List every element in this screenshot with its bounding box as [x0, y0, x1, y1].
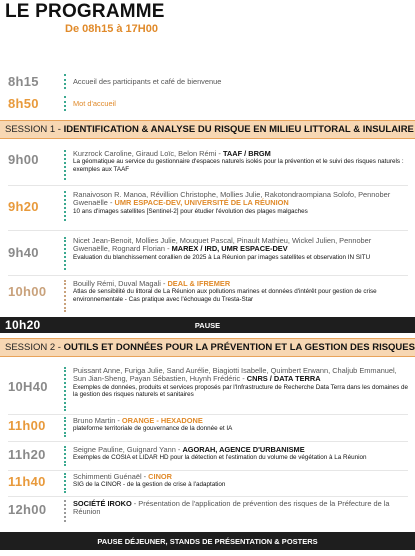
divider: [8, 230, 408, 231]
time-label: 10h00: [8, 284, 47, 299]
timeline-divider: [64, 367, 66, 411]
page-title: LE PROGRAMME: [5, 1, 165, 22]
speakers: [73, 237, 408, 254]
time-label: 11h00: [8, 418, 46, 433]
talk-description: SIG de la CINOR - de la gestion de crise à l'adaptation: [73, 481, 226, 489]
timeline-divider: [64, 74, 66, 89]
talk-description: plateforme territoriale de gouvernance de la donnée et IA: [73, 425, 233, 433]
session-2-label: [5, 342, 415, 353]
timeline-divider: [64, 473, 66, 493]
lunch-break-bar: [0, 532, 415, 550]
time-label: 10H40: [8, 379, 48, 394]
organisation: UMR ESPACE-DEV, UNIVERSITÉ DE LA RÉUNION: [114, 198, 289, 208]
speaker-names: Schimmenti Guénaël -: [73, 472, 149, 481]
session-title: IDENTIFICATION & ANALYSE DU RISQUE EN MILIEU LITTORAL & INSULAIRE: [63, 124, 414, 135]
speakers: [73, 280, 408, 288]
speaker-names: Bouilly Rémi, Duval Magali -: [73, 279, 168, 288]
item-body: [73, 473, 408, 489]
speaker-names: Bruno Martin -: [73, 416, 122, 425]
organisation: CINOR: [148, 472, 172, 481]
speakers: [73, 446, 408, 454]
time-label: 8h50: [8, 96, 39, 111]
organisation: ORANGE - HEXADONE: [121, 416, 203, 425]
organisation: MAREX / IRD, UMR ESPACE-DEV: [171, 244, 288, 254]
time-label: 11h40: [8, 474, 46, 489]
divider: [8, 275, 408, 276]
item-body: [73, 150, 408, 173]
item-text: Accueil des participants et café de bienvenue: [73, 77, 222, 86]
item-body: [73, 280, 408, 303]
talk-description: 10 ans d'images satellites [Sentinel-2] pour étudier l'évolution des plages malgaches: [73, 207, 308, 215]
speaker-names: Ranaivoson R. Manoa, Révillion Christophe, Mollies Julie, Rakotondraompiana Solofo, Pennober Gwenaëlle -: [73, 190, 391, 208]
timeline-divider: [64, 500, 66, 522]
item-text: Mot d'accueil: [73, 99, 116, 108]
talk-description: - Présentation de l'application de prévention des risques de la Préfecture de la Réunion: [73, 499, 390, 517]
item-body: [73, 191, 408, 215]
speaker-names: Puissant Anne, Furiga Julie, Sand Aurélie, Biagiotti Isabelle, Quimbert Erwann, Chaljub Emmanuel, Sun Jian-Sheng, Payan Sébastien, Huynh Frédéric -: [73, 366, 397, 384]
timeline-divider: [64, 237, 66, 270]
page-subtitle: De 08h15 à 17H00: [65, 23, 158, 35]
timeline-divider: [64, 280, 66, 312]
timeline-divider: [64, 150, 66, 180]
talk-description: Evaluation du blanchissement corallien de 2025 à La Réunion par images satellites et observation IN SITU: [73, 253, 371, 261]
speakers: [73, 473, 408, 481]
talk-description: La géomatique au service du gestionnaire d'espaces naturels isolés pour la prévention et le suivi des risques naturels : exemples aux TAAF: [73, 158, 404, 173]
item-body: [73, 500, 408, 517]
talk-description: Exemples de données, produits et services proposés par l'Infrastructure de Recherche Data Terra dans les domaines de la gestion des risques naturels et sanitaires: [73, 383, 409, 399]
time-label: 9h00: [8, 152, 39, 167]
organisation: CNRS / DATA TERRA: [246, 374, 321, 384]
speakers: [73, 150, 408, 158]
time-label: 8h15: [8, 74, 39, 89]
divider: [8, 496, 408, 497]
speakers: [73, 191, 408, 208]
timeline-divider: [64, 417, 66, 437]
break-label: PAUSE: [194, 321, 221, 330]
item-body: [73, 367, 408, 399]
divider: [8, 414, 408, 415]
session-1-header: [0, 120, 415, 139]
divider: [8, 185, 408, 186]
talk-description: Exemples de COSIA et LIDAR HD pour la détection et l'estimation du volume de végétation à La Réunion: [73, 454, 367, 462]
session-prefix: SESSION 1 -: [5, 124, 64, 135]
session-1-label: [5, 124, 414, 135]
organisation: AGORAH, AGENCE D'URBANISME: [182, 445, 305, 454]
speakers: [73, 500, 408, 517]
divider: [8, 441, 408, 442]
item-body: [73, 417, 408, 433]
speakers: [73, 367, 408, 384]
session-2-header: [0, 338, 415, 357]
speaker-names: Kurzrock Caroline, Giraud Loïc, Belon Rémi -: [73, 149, 223, 158]
speaker-names: Seigne Pauline, Guignard Yann -: [73, 445, 183, 454]
item-body: [73, 237, 408, 261]
time-label: 10h20: [5, 318, 41, 332]
speakers: [73, 417, 408, 425]
timeline-divider: [64, 96, 66, 111]
talk-description: Atlas de sensibilité du littoral de La Réunion aux pollutions marines et données d'intérêt pour gestion de crise environnementale - Cas pratique avec l'échouage du Tresta-Star: [73, 288, 377, 303]
session-prefix: SESSION 2 -: [5, 342, 64, 353]
break-bar: [0, 317, 415, 333]
time-label: 12h00: [8, 502, 47, 517]
speaker-names: Nicet Jean-Benoit, Mollies Julie, Mouquet Pascal, Pinault Mathieu, Wickel Julien, Pennober Gwenaëlle, Rognard Florian -: [73, 236, 372, 254]
lunch-break-label: PAUSE DÉJEUNER, STANDS DE PRÉSENTATION & POSTERS: [97, 537, 318, 546]
divider: [8, 470, 408, 471]
organisation: DEAL & IFREMER: [167, 279, 231, 288]
organisation: SOCIÉTÉ IROKO: [73, 499, 132, 508]
organisation: TAAF / BRGM: [222, 149, 271, 158]
time-label: 9h20: [8, 199, 39, 214]
time-label: 11h20: [8, 447, 46, 462]
time-label: 9h40: [8, 245, 39, 260]
session-title: OUTILS ET DONNÉES POUR LA PRÉVENTION ET LA GESTION DES RISQUES: [63, 342, 415, 353]
timeline-divider: [64, 446, 66, 466]
timeline-divider: [64, 191, 66, 221]
item-body: [73, 446, 408, 462]
